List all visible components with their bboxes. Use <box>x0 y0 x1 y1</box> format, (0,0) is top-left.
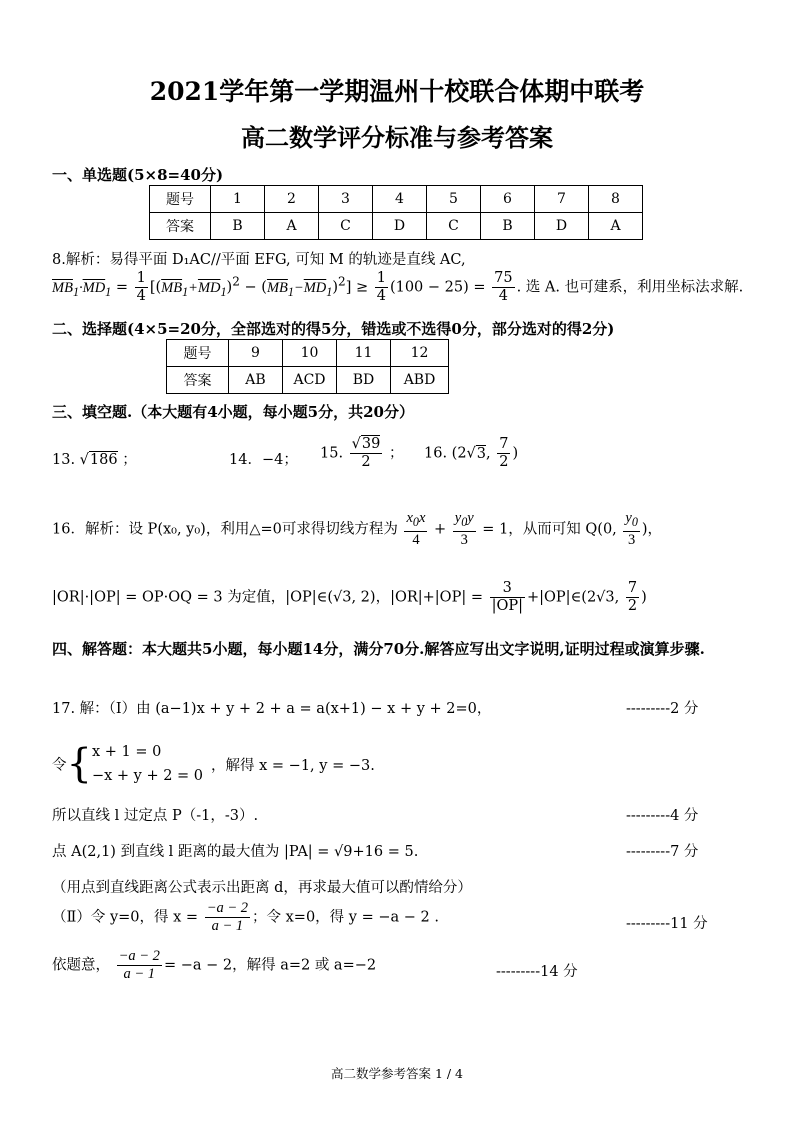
section2-answer-table <box>166 339 449 394</box>
answer-cell: BD <box>337 367 391 394</box>
score-mark: ---------11 分 <box>626 916 708 932</box>
q17-part2-b: ；令 x=0，得 y = −a − 2 . <box>252 909 439 926</box>
answer-cell: A <box>589 213 643 240</box>
question-number: 4 <box>373 186 427 213</box>
answer-15-label: 15. <box>320 445 344 462</box>
answer-cell: D <box>373 213 427 240</box>
score-mark: ---------14 分 <box>496 964 578 980</box>
section3-heading: 三、填空题.（本大题有4小题，每小题5分，共20分） <box>52 403 414 421</box>
question-number: 2 <box>265 186 319 213</box>
question-number: 7 <box>535 186 589 213</box>
answer-14: 14．−4； <box>229 452 298 468</box>
question-number: 8 <box>589 186 643 213</box>
q16-text-c: |OR|·|OP| = OP·OQ = 3 为定值，|OP|∈(√3, 2)，|OR|+|OP| = <box>52 589 483 606</box>
section2-heading: 二、选择题(4×5=20分，全部选对的得5分，错选或不选得0分，部分选对的得2分) <box>52 320 615 338</box>
answer-15: 15. $\frac{√39}{2}$ ； <box>320 436 404 470</box>
q8-conclusion: . 选 A. 也可建系，利用坐标法求解. <box>516 279 744 296</box>
question-number: 10 <box>283 340 337 367</box>
q17-part2-d: = −a − 2，解得 a=2 或 a=−2 <box>163 957 377 974</box>
page-footer: 高二数学参考答案 1 / 4 <box>330 1066 464 1081</box>
question-number: 5 <box>427 186 481 213</box>
section4-heading: 四、解答题：本大题共5小题，每小题14分，满分70分.解答应写出文字说明,证明过程或演算步骤. <box>52 640 705 658</box>
q17-let: 令 <box>52 757 67 774</box>
answer-cell: A <box>265 213 319 240</box>
answer-16-label: 16. <box>424 445 448 462</box>
q8-formula: $\overline{MB}_1\cdot\overline{MD}_1$ = $\frac{1}{4}$ $[(\overline{MB}_1+\overline{MD}_1)^2 - (\overline{MB}_1-\overline{MD}_1)^2]$ ≥ $\frac{1}{4}$ (100 − 25) = $\frac{75}{4}$ . 选 A. 也可建系，利用坐标法求解. <box>52 270 744 304</box>
question-number: 9 <box>229 340 283 367</box>
q17-system: 令{x + 1 = 0 −x + y + 2 = 0，解得 x = −1, y = −3. <box>52 741 375 787</box>
q16-text-a: 16．解析：设 P(x₀, y₀)，利用△=0可求得切线方程为 <box>52 521 398 538</box>
q16-analysis-line1: 16．解析：设 P(x₀, y₀)，利用△=0可求得切线方程为 $\frac{x_0x}{4}$ + $\frac{y_0y}{3}$ = 1，从而可知 Q(0, $\frac{y_0}{3}$ )， <box>52 510 663 548</box>
q17-part2-c: 依题意， <box>52 957 110 974</box>
section1-answer-table <box>149 185 643 240</box>
answer-cell: B <box>211 213 265 240</box>
q17-solution: ，解得 x = −1, y = −3. <box>211 757 375 774</box>
q17-line7: 依题意， $\frac{-a - 2}{a - 1}$ = −a − 2，解得 a=2 或 a=−2 <box>52 948 377 982</box>
q17-line4: 点 A(2,1) 到直线 l 距离的最大值为 |PA| = √9+16 = 5. <box>52 844 419 860</box>
answer-13: 13. √186 ； <box>52 452 137 468</box>
section1-heading: 一、单选题(5×8=40分) <box>52 166 224 184</box>
answer-cell: B <box>481 213 535 240</box>
page-subtitle: 高二数学评分标准与参考答案 <box>241 123 553 152</box>
q16-text-b: ，从而可知 Q(0, <box>508 521 617 538</box>
answer-cell: C <box>319 213 373 240</box>
table-row-label: 题号 <box>150 186 211 213</box>
score-mark: ---------4 分 <box>626 808 699 824</box>
q16-text-d: +|OP|∈(2√3, <box>527 589 620 606</box>
system-eq1: x + 1 = 0 <box>91 744 162 760</box>
answer-13-label: 13. <box>52 452 76 468</box>
table-row-label: 答案 <box>167 367 229 394</box>
q17-line3: 所以直线 l 过定点 P（-1，-3）. <box>52 808 259 824</box>
score-mark: ---------2 分 <box>626 701 699 717</box>
answer-16: 16. (2√3, $\frac{7}{2}$ ) <box>424 436 519 470</box>
page-title: 2021学年第一学期温州十校联合体期中联考 <box>149 77 645 106</box>
answer-cell: C <box>427 213 481 240</box>
answer-cell: AB <box>229 367 283 394</box>
table-row-label: 题号 <box>167 340 229 367</box>
answer-cell: D <box>535 213 589 240</box>
score-mark: ---------7 分 <box>626 844 699 860</box>
q17-part2-a: （Ⅱ）令 y=0，得 x = <box>52 909 199 926</box>
question-number: 1 <box>211 186 265 213</box>
question-number: 3 <box>319 186 373 213</box>
system-eq2: −x + y + 2 = 0 <box>91 768 204 784</box>
table-row-label: 答案 <box>150 213 211 240</box>
question-number: 11 <box>337 340 391 367</box>
answer-cell: ACD <box>283 367 337 394</box>
q16-analysis-line2: |OR|·|OP| = OP·OQ = 3 为定值，|OP|∈(√3, 2)，|OR|+|OP| = $\frac{3}{|OP|}$ +|OP|∈(2√3, $\frac{7}{2}$ ) <box>52 580 647 614</box>
q17-note: （用点到直线距离公式表示出距离 d，再求最大值可以酌情给分） <box>52 880 472 896</box>
q17-line6: （Ⅱ）令 y=0，得 x = $\frac{-a - 2}{a - 1}$ ；令 x=0，得 y = −a − 2 . <box>52 900 439 934</box>
answer-cell: ABD <box>391 367 449 394</box>
answer-13-value: 186 <box>89 452 118 468</box>
q8-analysis-line1: 8.解析：易得平面 D₁AC//平面 EFG, 可知 M 的轨迹是直线 AC, <box>52 252 466 268</box>
question-number: 12 <box>391 340 449 367</box>
q17-line1: 17. 解：（Ⅰ）由 (a−1)x + y + 2 + a = a(x+1) − x + y + 2=0， <box>52 701 492 717</box>
question-number: 6 <box>481 186 535 213</box>
